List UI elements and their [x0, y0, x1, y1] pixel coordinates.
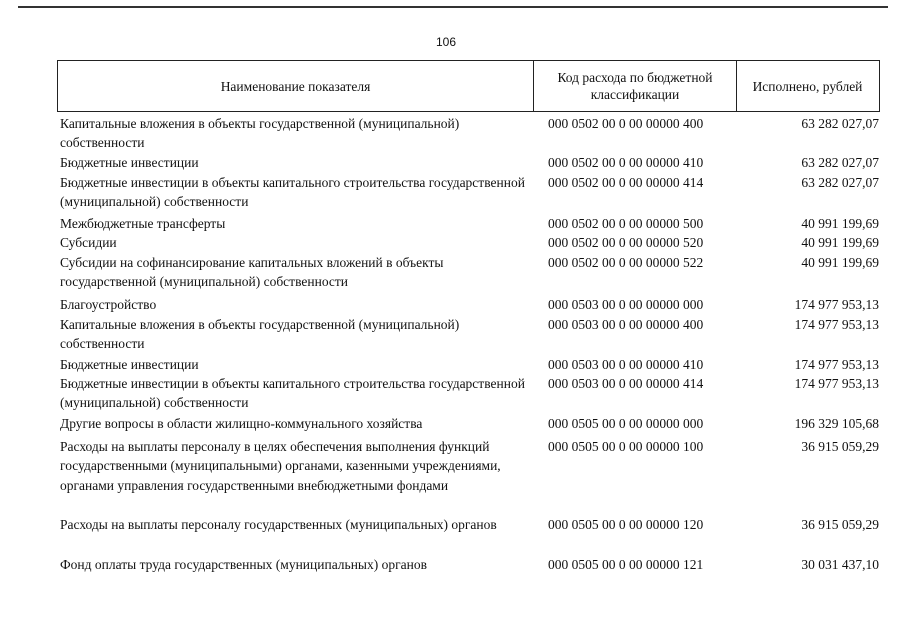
row-code: 000 0502 00 0 00 00000 520: [548, 235, 704, 250]
row-amount: 30 031 437,10: [801, 557, 879, 572]
row-code: 000 0503 00 0 00 00000 414: [548, 376, 704, 391]
row-name: Расходы на выплаты персоналу в целях обеспечения выполнения функций государственными (муниципальными) органами, казенными учреждениями, органами управления государственными внебюджетными фондами: [60, 439, 501, 493]
row-name: Бюджетные инвестиции в объекты капитального строительства государственной (муниципальной) собственности: [60, 376, 525, 411]
row-code: 000 0505 00 0 00 00000 100: [548, 439, 704, 454]
row-name: Бюджетные инвестиции: [60, 357, 199, 372]
page-number: 106: [436, 35, 457, 49]
row-name: Межбюджетные трансферты: [60, 216, 226, 231]
row-code: 000 0505 00 0 00 00000 121: [548, 557, 704, 572]
header-name: Наименование показателя: [220, 78, 371, 94]
row-code: 000 0505 00 0 00 00000 120: [548, 517, 704, 532]
row-name: Бюджетные инвестиции: [60, 155, 199, 170]
row-amount: 174 977 953,13: [794, 297, 879, 312]
row-code: 000 0502 00 0 00 00000 522: [548, 255, 704, 270]
row-amount: 174 977 953,13: [794, 357, 879, 372]
row-name: Бюджетные инвестиции в объекты капитального строительства государственной (муниципальной) собственности: [60, 175, 525, 210]
row-amount: 63 282 027,07: [801, 116, 879, 131]
row-amount: 36 915 059,29: [801, 517, 879, 532]
row-code: 000 0502 00 0 00 00000 500: [548, 216, 704, 231]
row-amount: 63 282 027,07: [801, 155, 879, 170]
row-code: 000 0502 00 0 00 00000 400: [548, 116, 704, 131]
row-name: Субсидии: [60, 235, 117, 250]
row-amount: 196 329 105,68: [794, 416, 879, 431]
row-amount: 174 977 953,13: [794, 376, 879, 391]
row-code: 000 0503 00 0 00 00000 410: [548, 357, 704, 372]
row-amount: 40 991 199,69: [801, 216, 879, 231]
row-name: Капитальные вложения в объекты государственной (муниципальной) собственности: [60, 317, 460, 352]
row-name: Капитальные вложения в объекты государственной (муниципальной) собственности: [60, 116, 460, 151]
row-name: Расходы на выплаты персоналу государственных (муниципальных) органов: [60, 517, 497, 532]
header-code: Код расхода по бюджетной классификации: [533, 61, 736, 111]
row-amount: 63 282 027,07: [801, 175, 879, 190]
row-name: Другие вопросы в области жилищно-коммунального хозяйства: [60, 416, 423, 431]
row-amount: 40 991 199,69: [801, 255, 879, 270]
row-code: 000 0502 00 0 00 00000 414: [548, 175, 704, 190]
row-amount: 40 991 199,69: [801, 235, 879, 250]
row-amount: 174 977 953,13: [794, 317, 879, 332]
row-amount: 36 915 059,29: [801, 439, 879, 454]
row-code: 000 0503 00 0 00 00000 400: [548, 317, 704, 332]
row-name: Фонд оплаты труда государственных (муниципальных) органов: [60, 557, 427, 572]
row-name: Благоустройство: [60, 297, 157, 312]
row-code: 000 0502 00 0 00 00000 410: [548, 155, 704, 170]
row-name: Субсидии на софинансирование капитальных вложений в объекты государственной (муниципальной) собственности: [60, 255, 444, 290]
header-amount: Исполнено, рублей: [736, 61, 878, 111]
row-code: 000 0503 00 0 00 00000 000: [548, 297, 704, 312]
row-code: 000 0505 00 0 00 00000 000: [548, 416, 704, 431]
